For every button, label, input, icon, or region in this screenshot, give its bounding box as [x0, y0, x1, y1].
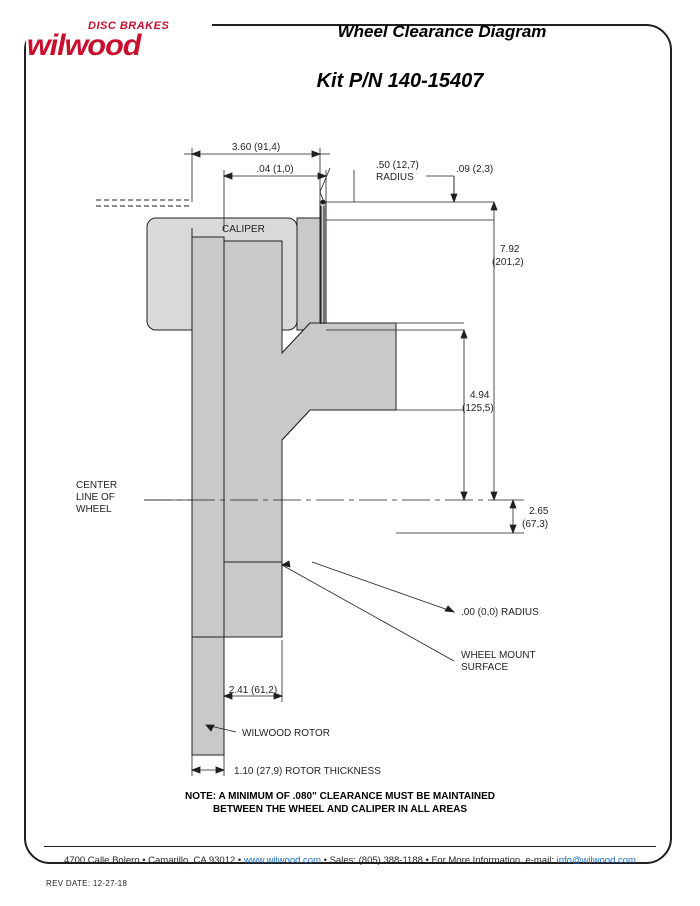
- label-wheel-mount-2: SURFACE: [461, 662, 509, 673]
- clearance-note: [60, 790, 620, 816]
- footer: [40, 855, 660, 866]
- dim-overall-width: 3.60 (91,4): [231, 142, 281, 153]
- clearance-note-line1: NOTE: A MINIMUM OF .080" CLEARANCE MUST BE MAINTAINED: [185, 791, 495, 802]
- dim-caliper-offset: .04 (1,0): [256, 164, 294, 175]
- dim-rotor-thickness: 1.10 (27,9) ROTOR THICKNESS: [234, 766, 381, 777]
- dim-height-total: 7.92: [500, 244, 520, 255]
- footer-address: 4700 Calle Bolero • Camarillo, CA 93012 •: [64, 855, 244, 866]
- wheel-clearance-drawing: [24, 110, 672, 810]
- label-wilwood-rotor: WILWOOD ROTOR: [242, 728, 330, 739]
- dim-height-mid-mm: (125,5): [462, 403, 494, 414]
- footer-sales: • Sales: (805) 388-1188 • For More Information, e-mail:: [320, 855, 557, 866]
- dim-height-total-mm: (201,2): [492, 257, 524, 268]
- dim-height-mid: 4.94: [470, 390, 490, 401]
- label-center-2: LINE OF: [76, 492, 115, 503]
- dim-height-low: 2.65: [529, 506, 549, 517]
- dim-radius-half-2: RADIUS: [376, 172, 414, 183]
- footer-divider: [44, 846, 656, 847]
- dim-mount-offset: 2.41 (61,2): [228, 685, 278, 696]
- label-caliper: CALIPER: [222, 224, 265, 235]
- label-center-3: WHEEL: [76, 504, 112, 515]
- kit-part-number: Kit P/N 140-15407: [316, 70, 484, 92]
- label-radius-zero: .00 (0,0) RADIUS: [461, 607, 539, 618]
- logo-wordmark: wilwood: [26, 29, 141, 62]
- page-title: Wheel Clearance Diagram: [337, 22, 547, 41]
- label-center-1: CENTER: [76, 480, 118, 491]
- revision-date: REV DATE: 12-27-18: [46, 879, 128, 888]
- footer-website-link[interactable]: www.wilwood.com: [243, 855, 321, 866]
- dim-radius-half-1: .50 (12,7): [376, 160, 419, 171]
- dim-clearance-top: .09 (2,3): [456, 164, 494, 175]
- logo-tagline: DISC BRAKES: [88, 20, 170, 32]
- dim-height-low-mm: (67,3): [522, 519, 549, 530]
- label-wheel-mount-1: WHEEL MOUNT: [461, 650, 536, 661]
- wilwood-logo: [28, 20, 212, 60]
- clearance-note-line2: BETWEEN THE WHEEL AND CALIPER IN ALL AREAS: [212, 804, 468, 815]
- footer-email-link[interactable]: info@wilwood.com: [556, 855, 636, 866]
